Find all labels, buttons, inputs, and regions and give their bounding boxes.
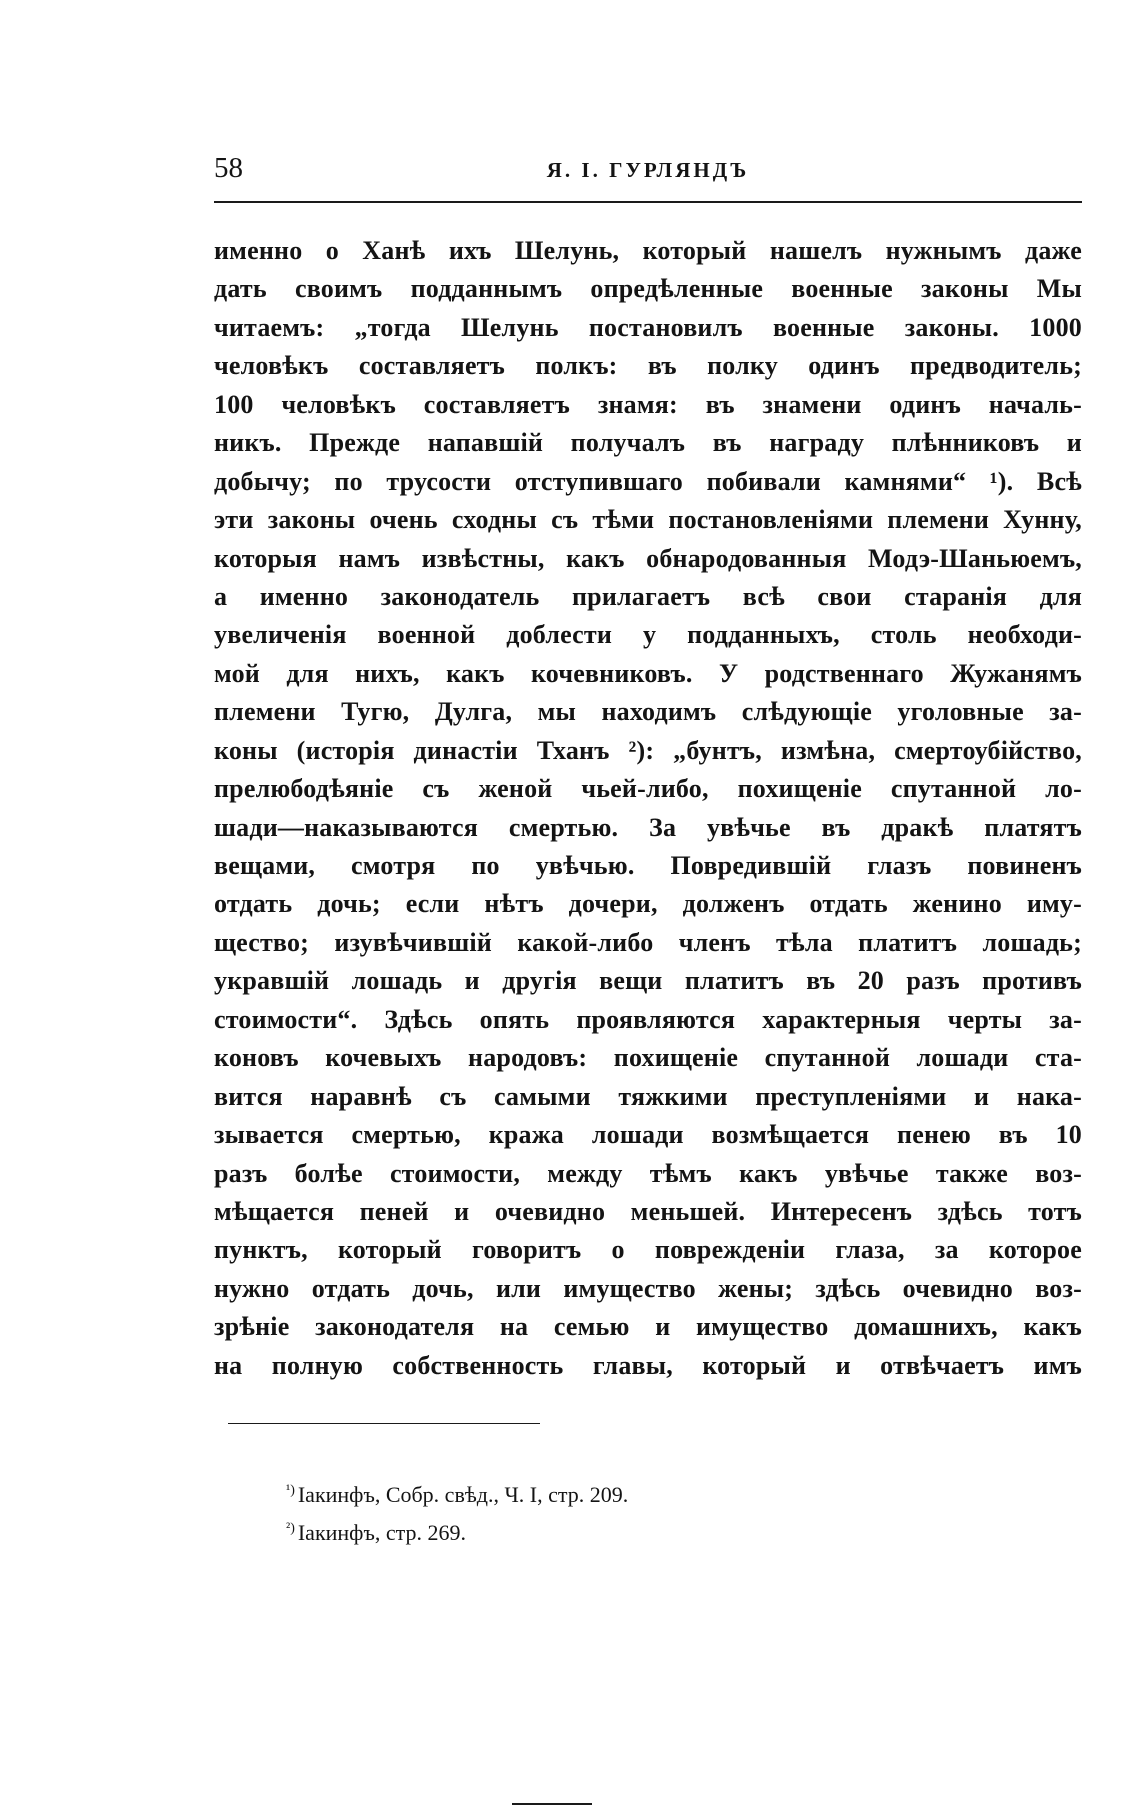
text-line: а именно законодатель прилагаетъ всѣ свои старанія для (214, 581, 1082, 611)
header-rule (214, 201, 1082, 203)
footnote (286, 1510, 886, 1548)
text-line: вится наравнѣ съ самыми тяжкими преступленіями и нака- (214, 1081, 1082, 1111)
text-line: шади—наказываются смертью. За увѣчье въ дракѣ платятъ (214, 812, 1082, 842)
footnote-mark: ²) (286, 1521, 295, 1536)
text-line: 100 человѣкъ составляетъ знамя: въ знамени одинъ началь- (214, 389, 1082, 419)
footnote-mark: ¹) (286, 1483, 295, 1498)
text-line: эти законы очень сходны съ тѣми постановленіями племени Хунну, (214, 505, 1082, 535)
footnote-text: Іакинфъ, Собр. свѣд., Ч. I, стр. 209. (297, 1482, 629, 1507)
page-header (214, 152, 1082, 194)
footnote (286, 1472, 886, 1510)
text-line: мѣщается пеней и очевидно меньшей. Интересенъ здѣсь тотъ (214, 1196, 1082, 1226)
text-line: племени Тугю, Дулга, мы находимъ слѣдующіе уголовные за- (214, 697, 1082, 727)
text-line: которыя намъ извѣстны, какъ обнародованныя Модэ-Шаньюемъ, (214, 543, 1082, 573)
footnote-text: Іакинфъ, стр. 269. (297, 1520, 466, 1545)
text-line: прелюбодѣяніе съ женой чьей-либо, похищеніе спутанной ло- (214, 774, 1082, 804)
text-line: добычу; по трусости отступившаго побивали камнями“ ¹). Всѣ (214, 466, 1082, 496)
bottom-rule (512, 1803, 592, 1805)
text-line: на полную собственность главы, который и отвѣчаетъ имъ (214, 1350, 1082, 1380)
text-line: читаемъ: „тогда Шелунь постановилъ военные законы. 1000 (214, 312, 1082, 342)
text-line: никъ. Прежде напавшій получалъ въ награду плѣнниковъ и (214, 428, 1082, 458)
text-line: вещами, смотря по увѣчью. Повредившій глазъ повиненъ (214, 851, 1082, 880)
text-line: отдать дочь; если нѣтъ дочери, долженъ отдать женино иму- (214, 889, 1082, 919)
text-line: нужно отдать дочь, или имущество жены; здѣсь очевидно воз- (214, 1273, 1082, 1303)
text-line: увеличенія военной доблести у подданныхъ, столь необходи- (214, 620, 1082, 650)
text-line: человѣкъ составляетъ полкъ: въ полку одинъ предводитель; (214, 351, 1082, 381)
text-line: пунктъ, который говоритъ о поврежденіи глаза, за которое (214, 1235, 1082, 1265)
text-line: коновъ кочевыхъ народовъ: похищеніе спутанной лошади ста- (214, 1043, 1082, 1073)
text-line: разъ болѣе стоимости, между тѣмъ какъ увѣчье также воз- (214, 1158, 1082, 1188)
text-line: щество; изувѣчившій какой-либо членъ тѣла платитъ лошадь; (214, 927, 1082, 957)
text-line: коны (исторія династіи Тханъ ²): „бунтъ, измѣна, смертоубійство, (214, 735, 1082, 765)
footnotes (286, 1472, 886, 1548)
running-head: Я. І. ГУРЛЯНДЪ (546, 158, 750, 182)
page-number: 58 (214, 152, 243, 184)
footnote-separator (228, 1423, 540, 1424)
text-line: дать своимъ подданнымъ опредѣленные военные законы Мы (214, 274, 1082, 304)
text-line: мой для нихъ, какъ кочевниковъ. У родственнаго Жужанямъ (214, 658, 1082, 688)
text-line: укравшій лошадь и другія вещи платитъ въ 20 разъ противъ (214, 966, 1082, 996)
text-line: именно о Ханѣ ихъ Шелунь, который нашелъ нужнымъ даже (214, 236, 1082, 265)
text-line: зрѣніе законодателя на семью и имущество домашнихъ, какъ (214, 1312, 1082, 1342)
text-line: стоимости“. Здѣсь опять проявляются характерныя черты за- (214, 1004, 1082, 1034)
text-line: зывается смертью, кража лошади возмѣщается пенею въ 10 (214, 1120, 1082, 1150)
body-text (214, 232, 1082, 1385)
